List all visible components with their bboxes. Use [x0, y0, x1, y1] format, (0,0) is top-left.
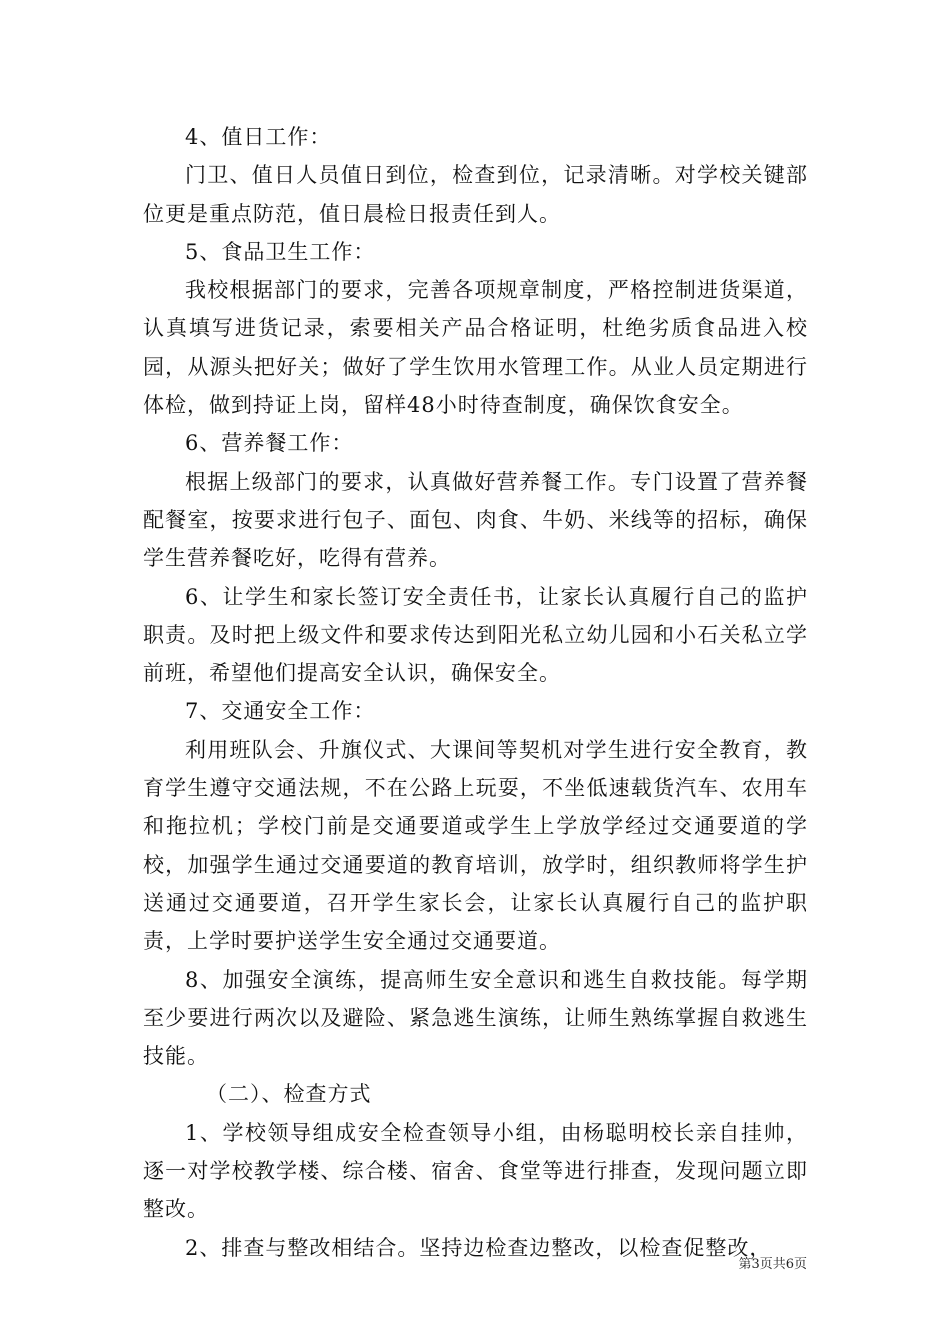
- section-heading-duty: 4、值日工作：: [185, 125, 332, 149]
- paragraph-food-hygiene: 我校根据部门的要求，完善各项规章制度，严格控制进货渠道，认真填写进货记录，索要相关产品合格证明，杜绝劣质食品进入校园，从源头把好关；做好了学生饮用水管理工作。从业人员定期进行体检，做到持证上岗，留样48小时待查制度，确保饮食安全。: [143, 278, 808, 418]
- paragraph-safety-drill: 8、加强安全演练，提高师生安全意识和逃生自救技能。每学期至少要进行两次以及避险、紧急逃生演练，让师生熟练掌握自救逃生技能。: [143, 967, 808, 1069]
- paragraph-safety-responsibility: 6、让学生和家长签订安全责任书，让家长认真履行自己的监护职责。及时把上级文件和要求传达到阳光私立幼儿园和小石关私立学前班，希望他们提高安全认识，确保安全。: [143, 584, 808, 686]
- paragraph-inspection-rectification: 2、排查与整改相结合。坚持边检查边整改，以检查促整改，: [185, 1235, 772, 1260]
- section-heading-traffic-safety: 7、交通安全工作：: [185, 699, 376, 724]
- paragraph-inspection-team: 1、学校领导组成安全检查领导小组，由杨聪明校长亲自挂帅，逐一对学校教学楼、综合楼、宿舍、食堂等进行排查，发现问题立即整改。: [143, 1120, 808, 1222]
- page-number-footer: 第3页共6页: [738, 1257, 807, 1272]
- section-heading-food-hygiene: 5、食品卫生工作：: [185, 239, 376, 264]
- paragraph-duty: 门卫、值日人员值日到位，检查到位，记录清晰。对学校关键部位更是重点防范，值日晨检日报责任到人。: [143, 163, 808, 226]
- document-body: [143, 118, 808, 1267]
- section-heading-nutrition-meal: 6、营养餐工作：: [185, 431, 354, 456]
- subsection-heading-inspection-method: （二）、检查方式: [206, 1082, 372, 1107]
- paragraph-traffic-safety: 利用班队会、升旗仪式、大课间等契机对学生进行安全教育，教育学生遵守交通法规，不在公路上玩耍，不坐低速载货汽车、农用车和拖拉机；学校门前是交通要道或学生上学放学经过交通要道的学校，加强学生通过交通要道的教育培训，放学时，组织教师将学生护送通过交通要道，召开学生家长会，让家长认真履行自己的监护职责，上学时要护送学生安全通过交通要道。: [143, 737, 808, 954]
- paragraph-nutrition-meal: 根据上级部门的要求，认真做好营养餐工作。专门设置了营养餐配餐室，按要求进行包子、面包、肉食、牛奶、米线等的招标，确保学生营养餐吃好，吃得有营养。: [143, 469, 808, 571]
